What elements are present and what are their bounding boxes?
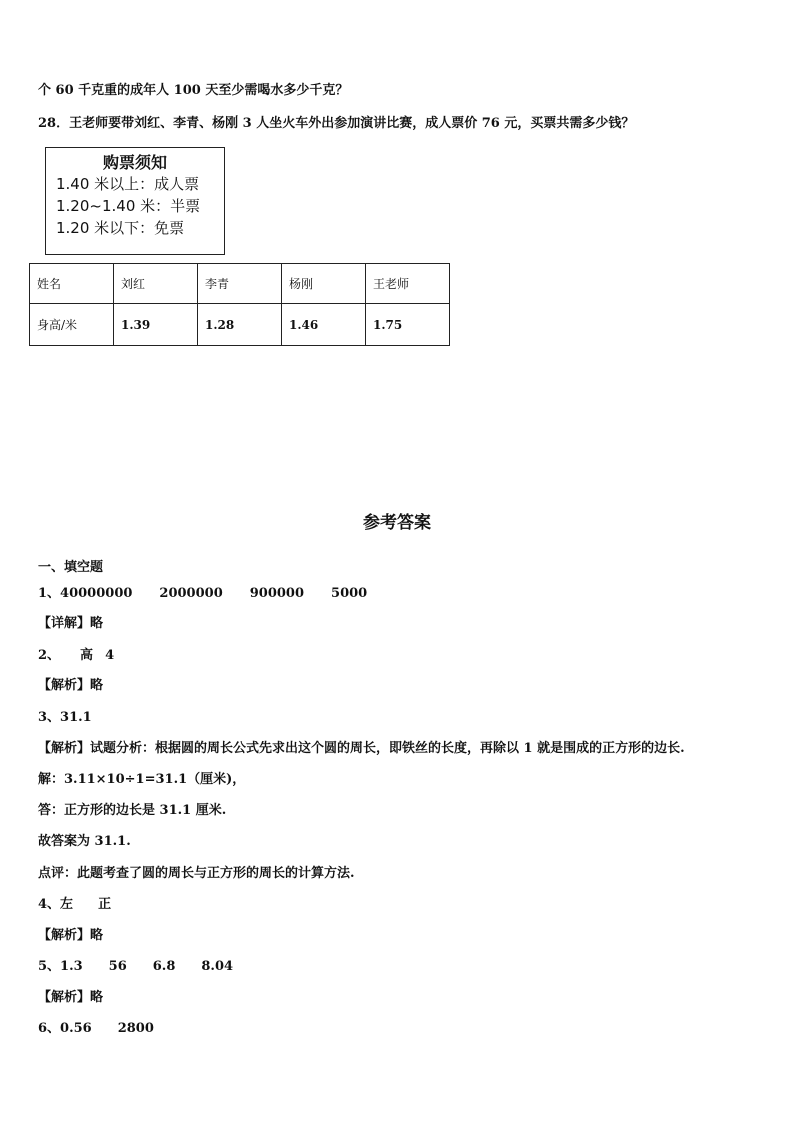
table-cell: 1.39	[114, 304, 198, 346]
answer-4	[38, 897, 111, 913]
answer-3-solution: 解：3.11×10÷1=31.1（厘米)，	[38, 772, 246, 787]
answer-1	[38, 586, 367, 602]
answer-3	[38, 710, 92, 726]
table-cell: 李青	[198, 264, 282, 304]
answer-3-answer: 答：正方形的边长是 31.1 厘米.	[38, 803, 227, 818]
table-cell: 王老师	[366, 264, 450, 304]
table-cell: 身高/米	[30, 304, 114, 346]
answer-value: 31.1	[60, 710, 92, 725]
table-cell: 杨刚	[282, 264, 366, 304]
ticket-rule-half: 1.20~1.40 米：半票	[56, 197, 201, 215]
answer-value: 2800	[117, 1021, 154, 1036]
answer-value: 8.04	[201, 959, 234, 974]
table-row	[30, 304, 450, 346]
table-cell: 1.75	[366, 304, 450, 346]
answer-value: 左	[60, 897, 74, 912]
answer-2-note: 【解析】略	[38, 678, 104, 693]
table-cell: 1.28	[198, 304, 282, 346]
answer-value: 正	[98, 897, 112, 912]
question-28: 28．王老师要带刘红、李青、杨刚 3 人坐火车外出参加演讲比赛，成人票价 76 元，买票共需多少钱？	[38, 116, 635, 131]
answer-value: 900000	[249, 586, 305, 601]
table-cell: 刘红	[114, 264, 198, 304]
answer-6	[38, 1021, 154, 1037]
question-27-tail: 个 60 千克重的成年人 100 天至少需喝水多少千克？	[38, 83, 349, 98]
answer-5-note: 【解析】略	[38, 990, 104, 1005]
answer-value: 56	[108, 959, 127, 974]
answer-value: 高	[80, 648, 94, 663]
answer-value: 6.8	[152, 959, 176, 974]
answer-value: 4	[105, 648, 115, 663]
answer-value: 0.56	[60, 1021, 92, 1036]
ticket-rule-adult: 1.40 米以上：成人票	[56, 175, 200, 193]
answer-label: 1、	[38, 586, 61, 601]
section-heading: 一、填空题	[38, 560, 104, 575]
answer-3-comment: 点评：此题考查了圆的周长与正方形的周长的计算方法.	[38, 866, 355, 881]
answer-value: 40000000	[60, 586, 133, 601]
answer-3-final: 故答案为 31.1.	[38, 834, 131, 849]
answer-value: 2000000	[159, 586, 223, 601]
answer-value: 5000	[331, 586, 368, 601]
answer-label: 2、	[38, 648, 61, 663]
answer-3-analysis: 【解析】试题分析：根据圆的周长公式先求出这个圆的周长，即铁丝的长度，再除以 1 就是围成的正方形的边长.	[38, 741, 685, 756]
answer-value: 1.3	[60, 959, 83, 974]
answer-5	[38, 959, 233, 975]
answer-label: 3、	[38, 710, 61, 725]
answer-4-note: 【解析】略	[38, 928, 104, 943]
ticket-notice-title: 购票须知	[102, 153, 167, 172]
ticket-notice-box	[45, 147, 225, 255]
ticket-rule-free: 1.20 米以下：免票	[56, 219, 185, 237]
answer-label: 5、	[38, 959, 61, 974]
table-cell: 1.46	[282, 304, 366, 346]
answers-title: 参考答案	[363, 513, 431, 533]
table-row	[30, 264, 450, 304]
table-cell: 姓名	[30, 264, 114, 304]
answer-1-note: 【详解】略	[38, 616, 104, 631]
answer-label: 4、	[38, 897, 61, 912]
answer-2	[38, 648, 114, 664]
height-table	[29, 263, 450, 346]
answer-label: 6、	[38, 1021, 61, 1036]
